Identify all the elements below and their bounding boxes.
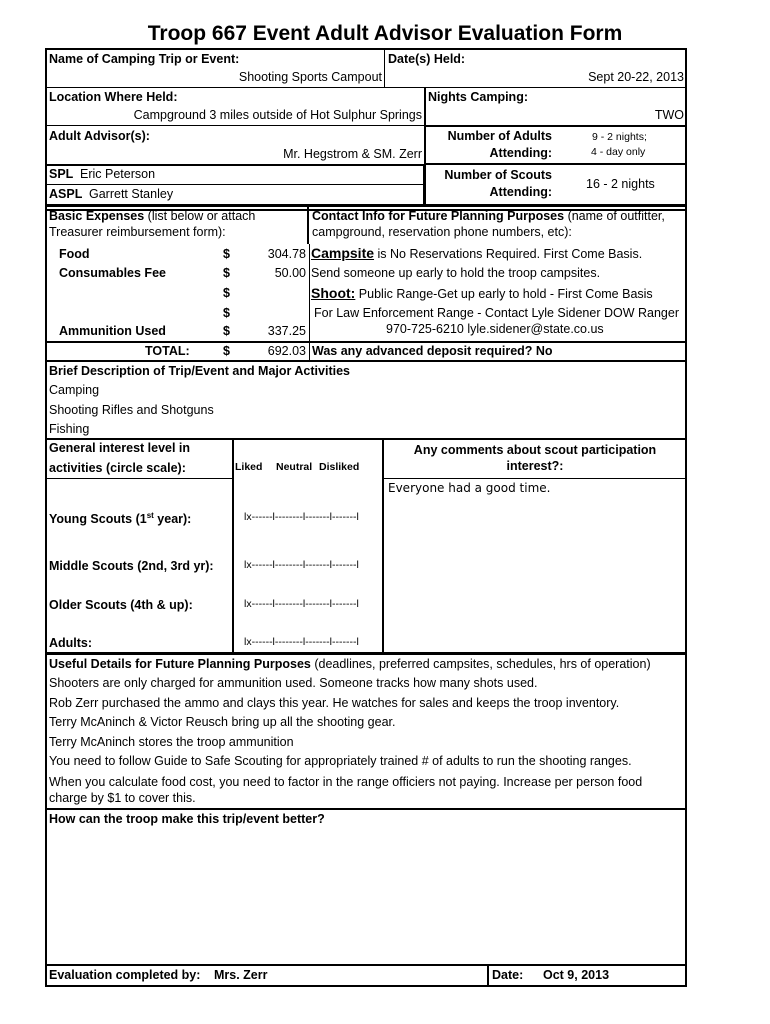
older-scouts-scale[interactable]: lx------l--------l-------l-------l xyxy=(244,598,359,610)
deposit-question[interactable]: Was any advanced deposit required? No xyxy=(312,344,553,358)
description-label: Brief Description of Trip/Event and Major Activities xyxy=(49,364,350,378)
form-title: Troop 667 Event Adult Advisor Evaluation Form xyxy=(147,22,623,45)
improve-label: How can the troop make this trip/event better? xyxy=(49,812,325,826)
comment-text[interactable]: Everyone had a good time. xyxy=(388,481,551,495)
num-adults-value-1[interactable]: 9 - 2 nights; xyxy=(592,131,647,143)
comments-label-2: interest?: xyxy=(506,459,564,473)
contact-line-5[interactable]: 970-725-6210 lyle.sidener@state.co.us xyxy=(386,322,604,336)
advisors-value[interactable]: Mr. Hegstrom & SM. Zerr xyxy=(283,147,422,161)
contact-shoot[interactable]: Shoot: Public Range-Get up early to hold - First Come Basis xyxy=(311,285,653,301)
spl-value[interactable]: Eric Peterson xyxy=(80,167,156,181)
activity-item[interactable]: Shooting Rifles and Shotguns xyxy=(49,403,214,417)
expense-currency: $ xyxy=(223,266,230,280)
young-scouts-label: Young Scouts (1st year): xyxy=(49,511,192,527)
completed-by-value[interactable]: Mrs. Zerr xyxy=(214,968,268,982)
detail-line[interactable]: Rob Zerr purchased the ammo and clays this year. He watches for sales and keeps the troop inventory. xyxy=(49,696,620,710)
detail-line[interactable]: Terry McAninch stores the troop ammunition xyxy=(49,735,294,749)
num-adults-label-1: Number of Adults xyxy=(447,129,552,143)
expense-amount[interactable]: 337.25 xyxy=(267,324,306,338)
contact-campsite[interactable]: Campsite is No Reservations Required. First Come Basis. xyxy=(311,245,643,261)
num-adults-value-2[interactable]: 4 - day only xyxy=(591,146,646,158)
num-adults-label-2: Attending: xyxy=(489,146,552,160)
expense-currency: $ xyxy=(223,286,230,300)
dates-value[interactable]: Sept 20-22, 2013 xyxy=(588,70,684,84)
expense-currency: $ xyxy=(223,247,230,261)
expenses-header-2: Treasurer reimbursement form): xyxy=(49,225,226,239)
activity-item[interactable]: Fishing xyxy=(49,422,90,436)
nights-value[interactable]: TWO xyxy=(654,108,684,122)
date-value[interactable]: Oct 9, 2013 xyxy=(543,968,610,982)
expense-amount[interactable]: 304.78 xyxy=(267,247,306,261)
adults-scale[interactable]: lx------l--------l-------l-------l xyxy=(244,636,359,648)
older-scouts-label: Older Scouts (4th & up): xyxy=(49,598,193,612)
trip-name-label: Name of Camping Trip or Event: xyxy=(49,52,240,66)
comments-label-1: Any comments about scout participation xyxy=(413,443,657,457)
aspl-label: ASPL xyxy=(49,187,83,201)
interest-label-1: General interest level in xyxy=(49,441,191,455)
expense-amount[interactable]: 50.00 xyxy=(274,266,306,280)
expense-currency: $ xyxy=(223,306,230,320)
trip-name-value[interactable]: Shooting Sports Campout xyxy=(238,70,382,84)
contact-line-2[interactable]: Send someone up early to hold the troop campsites. xyxy=(311,266,601,280)
location-label: Location Where Held: xyxy=(49,90,178,104)
expense-currency: $ xyxy=(223,324,230,338)
expense-label: Food xyxy=(59,247,90,261)
middle-scouts-scale[interactable]: lx------l--------l-------l-------l xyxy=(244,559,359,571)
middle-scouts-label: Middle Scouts (2nd, 3rd yr): xyxy=(49,559,214,573)
contact-line-4[interactable]: For Law Enforcement Range - Contact Lyle Sidener DOW Ranger xyxy=(314,306,679,320)
scale-neutral: Neutral xyxy=(276,461,313,473)
adults-label: Adults: xyxy=(49,636,93,650)
young-scouts-scale[interactable]: lx------l--------l-------l-------l xyxy=(244,511,359,523)
expense-label: Ammunition Used xyxy=(59,324,166,338)
spl-label: SPL xyxy=(49,167,74,181)
aspl-value[interactable]: Garrett Stanley xyxy=(89,187,174,201)
interest-label-2: activities (circle scale): xyxy=(49,461,186,475)
total-currency: $ xyxy=(223,344,230,358)
improve-section xyxy=(45,808,687,966)
contact-header: Contact Info for Future Planning Purposes (name of outfitter, xyxy=(312,209,665,223)
details-header: Useful Details for Future Planning Purposes (deadlines, preferred campsites, schedules, hrs of operation) xyxy=(49,657,651,671)
detail-line[interactable]: Shooters are only charged for ammunition used. Someone tracks how many shots used. xyxy=(49,676,538,690)
num-scouts-label-2: Attending: xyxy=(489,185,552,199)
total-amount[interactable]: 692.03 xyxy=(267,344,306,358)
expenses-header: Basic Expenses (list below or attach xyxy=(49,209,256,223)
scale-disliked: Disliked xyxy=(319,461,360,473)
total-label: TOTAL: xyxy=(145,344,190,358)
detail-line[interactable]: You need to follow Guide to Safe Scouting for appropriately trained # of adults to run the shooting ranges. xyxy=(49,754,632,768)
completed-by-label: Evaluation completed by: xyxy=(49,968,201,982)
contact-header-2: campground, reservation phone numbers, etc): xyxy=(312,225,572,239)
expense-label: Consumables Fee xyxy=(59,266,166,280)
detail-line[interactable]: charge by $1 to cover this. xyxy=(49,791,196,805)
date-label: Date: xyxy=(492,968,524,982)
advisors-label: Adult Advisor(s): xyxy=(49,129,150,143)
dates-label: Date(s) Held: xyxy=(388,52,466,66)
num-scouts-value[interactable]: 16 - 2 nights xyxy=(586,177,655,191)
detail-line[interactable]: Terry McAninch & Victor Reusch bring up all the shooting gear. xyxy=(49,715,396,729)
scale-liked: Liked xyxy=(235,461,263,473)
location-value[interactable]: Campground 3 miles outside of Hot Sulphur Springs xyxy=(133,108,422,122)
num-scouts-label-1: Number of Scouts xyxy=(444,168,552,182)
nights-label: Nights Camping: xyxy=(428,90,528,104)
detail-line[interactable]: When you calculate food cost, you need to factor in the range officiers not paying. Increase per person food xyxy=(49,775,643,789)
activity-item[interactable]: Camping xyxy=(49,383,100,397)
